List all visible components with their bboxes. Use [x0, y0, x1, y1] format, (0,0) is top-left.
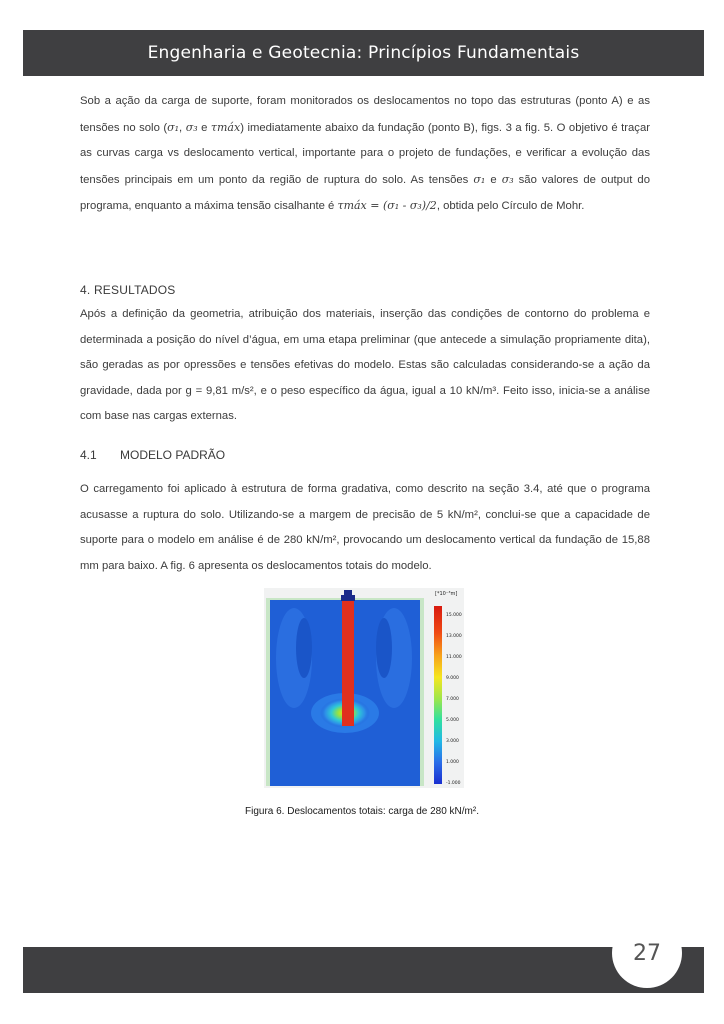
modelo-padrao-paragraph: O carregamento foi aplicado à estrutura de forma gradativa, como descrito na seção 3.4, até que o programa acusasse a ruptura do solo. Utilizando-se a margem de precisão de 5 kN/m², conclui-se que a capacidade de suporte para o modelo em análise é de 280 kN/m², provocando um deslocamento vertical da fundação de 15,88 mm para baixo. A fig. 6 apresenta os deslocamentos totais do modelo. [80, 483, 650, 572]
figure-caption: Figura 6. Deslocamentos totais: carga de 280 kN/m². [245, 806, 479, 817]
subsection-title: MODELO PADRÃO [120, 448, 226, 462]
sigma1-symbol: σ₁ [473, 172, 486, 186]
legend-tick: 1.000 [446, 760, 459, 765]
legend-tick: 13.000 [446, 634, 462, 639]
section-heading-resultados: 4. RESULTADOS [80, 283, 176, 297]
separator: e [485, 173, 502, 186]
legend-tick: 9.000 [446, 676, 459, 681]
separator: e [197, 121, 211, 134]
intro-text-4: , obtida pelo Círculo de Mohr. [436, 200, 585, 212]
displacement-contour-image [264, 588, 464, 788]
intro-text-3: são valores de output do programa, enquanto a máxima tensão cisalhante é [80, 173, 650, 212]
page-number-badge [612, 918, 682, 988]
legend-tick: 7.000 [446, 697, 459, 702]
resultados-paragraph: Após a definição da geometria, atribuição dos materiais, inserção das condições de contorno do problema e determinada a posição do nível d’água, em uma etapa preliminar (que antecede a simulação propriamente dita), são geradas as por opressões e tensões efetivas do modelo. Estas são calculadas considerando-se a ação da gravidade, dada por g = 9,81 m/s², e o peso específico da água, igual a 10 kN/m³. Feito isso, inicia-se a análise com base nas cargas externas. [80, 308, 650, 422]
intro-text-1: Sob a ação da carga de suporte, foram monitorados os deslocamentos no topo das estruturas (ponto A) e as tensões no solo ( [80, 95, 650, 134]
subsection-number: 4.1 [80, 448, 97, 462]
color-legend-bar [434, 606, 442, 784]
legend-tick: 15.000 [446, 613, 462, 618]
page-header-title: Engenharia e Geotecnia: Princípios Fundamentais [147, 43, 580, 63]
subsection-heading [80, 448, 225, 462]
sigma1-symbol: σ₁ [167, 120, 180, 134]
intro-text-2: ) imediatamente abaixo da fundação (ponto B), figs. 3 a fig. 5. O objetivo é traçar as curvas carga vs deslocamento vertical, importante para o projeto de fundações, e verificar a evolução das tensões principais em um ponto da região de ruptura do solo. As tensões [80, 121, 651, 186]
intro-paragraph [80, 89, 650, 220]
legend-tick: 11.000 [446, 655, 462, 660]
footer-bar [23, 947, 704, 993]
tau-max-symbol: τmáx [210, 120, 241, 134]
page-number: 27 [633, 940, 661, 966]
displacement-figure [264, 588, 464, 788]
sigma3-symbol: σ₃ [501, 172, 514, 186]
legend-unit: [*10⁻³m] [435, 591, 458, 597]
separator: , [179, 121, 186, 134]
legend-tick: 3.000 [446, 739, 459, 744]
sigma3-symbol: σ₃ [185, 120, 198, 134]
header-bar [23, 30, 704, 76]
legend-tick: -1.000 [446, 781, 461, 786]
legend-tick: 5.000 [446, 718, 459, 723]
tau-max-formula: τmáx = (σ₁ - σ₃)/2 [337, 199, 437, 212]
